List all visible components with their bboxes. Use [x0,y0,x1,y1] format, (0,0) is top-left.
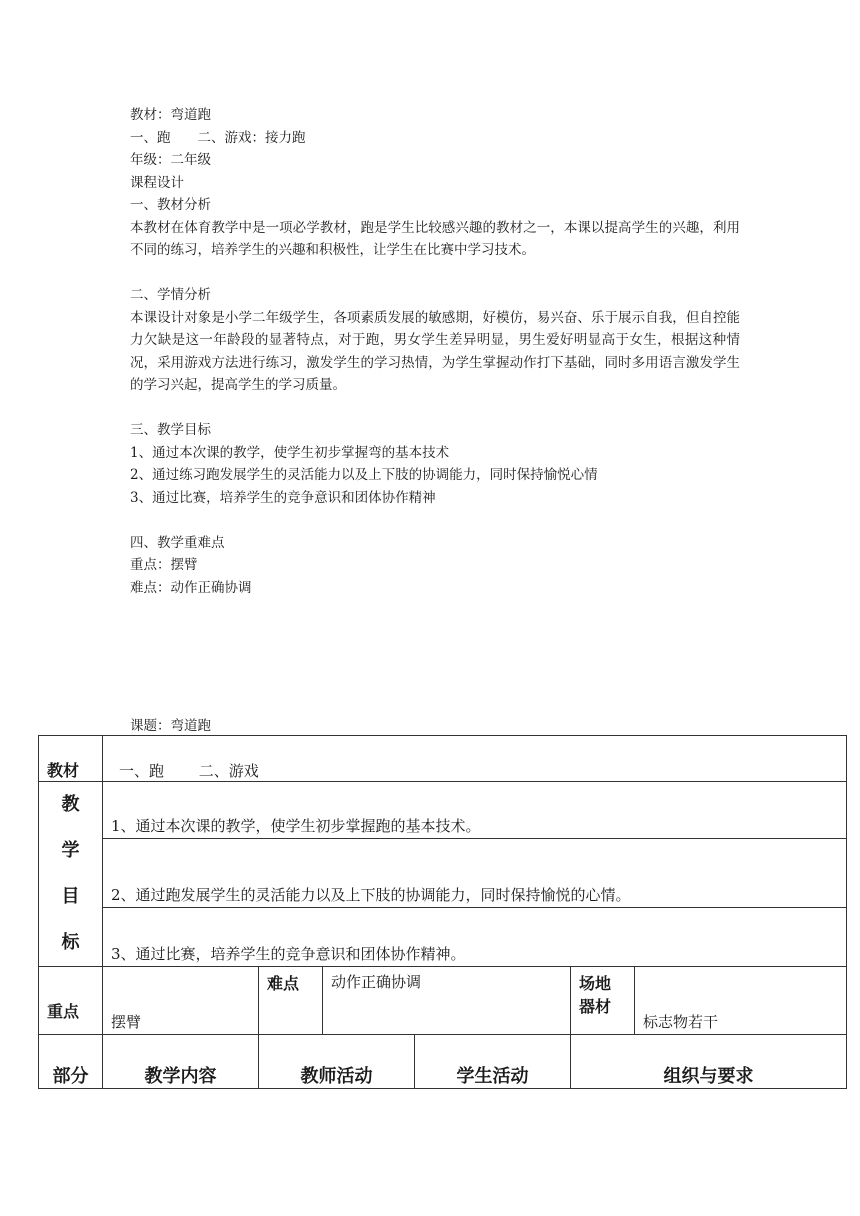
keypoints-heading: 四、教学重难点 [130,534,225,551]
header-organization: 组织与要求 [571,1035,847,1089]
analysis-heading: 一、教材分析 [130,197,211,213]
material-line: 教材：弯道跑 [130,107,211,123]
grade-line: 年级：二年级 [130,152,211,168]
header-student: 学生活动 [415,1035,571,1089]
venue-value: 标志物若干 [635,967,847,1035]
header-teacher: 教师活动 [259,1035,415,1089]
items-line: 一、跑 二、游戏：接力跑 [130,129,306,146]
objective-item: 1、通过本次课的教学，使学生初步掌握弯的基本技术 [130,444,450,461]
objectives-heading: 三、教学目标 [130,422,211,438]
objective-item: 3、通过比赛，培养学生的竞争意识和团体协作精神 [130,489,436,506]
lesson-plan-table [38,735,847,1089]
header-part: 部分 [39,1035,103,1089]
student-analysis-heading: 二、学情分析 [130,287,211,303]
lesson-intro [130,104,740,599]
goal-item: 3、通过比赛，培养学生的竞争意识和团体协作精神。 [103,908,847,967]
difficulty-label: 难点 [259,967,323,1035]
analysis-body: 本教材在体育教学中是一项必学教材，跑是学生比较感兴趣的教材之一，本课以提高学生的兴趣，利用不同的练习，培养学生的兴趣和积极性，让学生在比赛中学习技术。 [130,219,740,258]
material-label: 教材 [39,736,103,782]
goals-label: 教 学 目 标 [39,782,103,967]
difficulty-value: 动作正确协调 [323,967,571,1035]
goal-item: 1、通过本次课的教学，使学生初步掌握跑的基本技术。 [103,782,847,839]
lesson-title: 课题：弯道跑 [130,718,211,734]
keypoint-line: 重点：摆臂 [130,557,198,573]
header-content: 教学内容 [103,1035,259,1089]
key-value: 摆臂 [103,967,259,1035]
material-value: 一、跑 二、游戏 [103,736,847,782]
goal-item: 2、通过跑发展学生的灵活能力以及上下肢的协调能力，同时保持愉悦的心情。 [103,838,847,907]
difficulty-line: 难点：动作正确协调 [130,579,252,596]
venue-label: 场地器材 [571,967,635,1035]
objective-item: 2、通过练习跑发展学生的灵活能力以及上下肢的协调能力，同时保持愉悦心情 [130,467,598,483]
design-heading: 课程设计 [130,174,184,191]
student-analysis-body: 本课设计对象是小学二年级学生，各项素质发展的敏感期，好模仿，易兴奋、乐于展示自我，但自控能力欠缺是这一年龄段的显著特点，对于跑，男女学生差异明显，男生爱好明显高于女生，根据这种情况，采用游戏方法进行练习，激发学生的学习热情，为学生掌握动作打下基础，同时多用语言激发学生的学习兴起，提高学生的学习质量。 [130,309,740,393]
key-label: 重点 [39,967,103,1035]
